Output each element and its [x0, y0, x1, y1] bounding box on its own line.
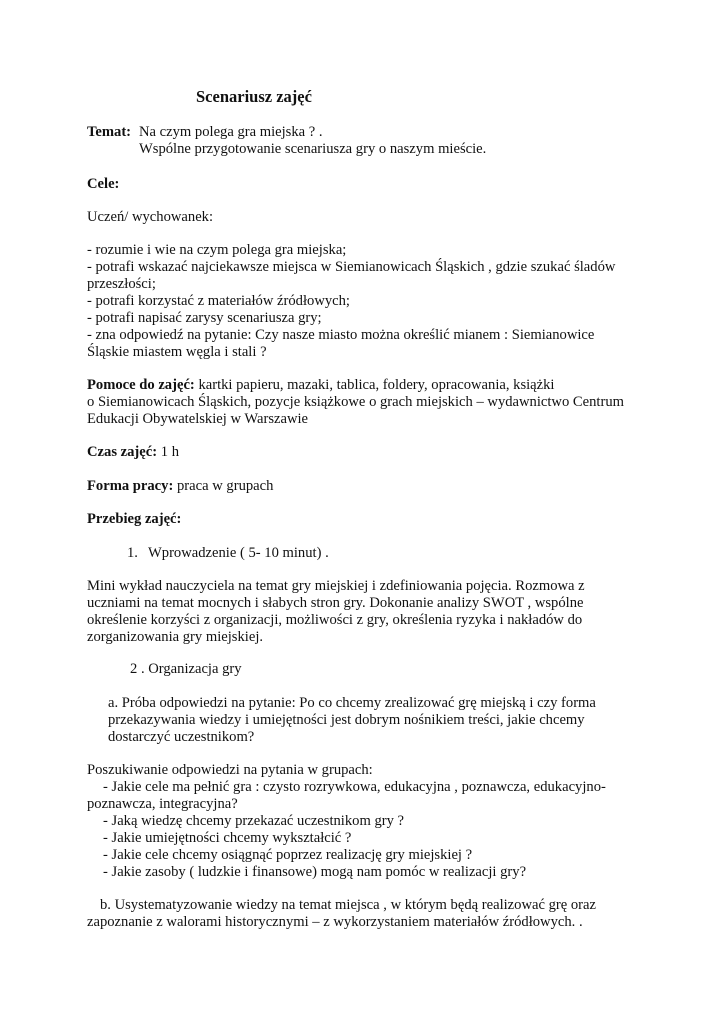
cele-intro: Uczeń/ wychowanek:: [87, 209, 214, 225]
cele-line: - zna odpowiedź na pytanie: Czy nasze miasto można określić mianem : Siemianowice: [87, 327, 595, 343]
pomoce-text: kartki papieru, mazaki, tablica, foldery, opracowania, książki: [198, 377, 555, 393]
cele-line: - potrafi napisać zarysy scenariusza gry;: [87, 310, 322, 326]
question-line: - Jaką wiedzę chcemy przekazać uczestnikom gry ?: [103, 813, 405, 829]
pomoce-first-line: [87, 378, 554, 393]
item-a-line: dostarczyć uczestnikom?: [108, 729, 255, 745]
paragraph-line: uczniami na temat mocnych i słabych stron gry. Dokonanie analizy SWOT , wspólne: [87, 595, 584, 611]
question-line: poznawcza, integracyjna?: [87, 796, 238, 812]
czas-line: [87, 445, 179, 460]
cele-line: - rozumie i wie na czym polega gra miejska;: [87, 242, 347, 258]
paragraph-line: Mini wykład nauczyciela na temat gry miejskiej i zdefiniowania pojęcia. Rozmowa z: [87, 578, 585, 594]
question-line: - Jakie cele chcemy osiągnąć poprzez realizację gry miejskiej ?: [103, 847, 473, 863]
step-1-number: 1.: [127, 545, 138, 561]
cele-line: - potrafi korzystać z materiałów źródłowych;: [87, 293, 350, 309]
pomoce-line: o Siemianowicach Śląskich, pozycje książkowe o grach miejskich – wydawnictwo Centrum: [87, 394, 624, 410]
przebieg-label: Przebieg zajęć:: [87, 511, 182, 527]
item-a-line: a. Próba odpowiedzi na pytanie: Po co chcemy zrealizować grę miejską i czy forma: [108, 695, 596, 711]
cele-line: - potrafi wskazać najciekawsze miejsca w Siemianowicach Śląskich , gdzie szukać śladów: [87, 259, 616, 275]
paragraph-line: zorganizowania gry miejskiej.: [87, 629, 264, 645]
page-title: Scenariusz zajęć: [196, 87, 312, 106]
question-line: - Jakie umiejętności chcemy wykształcić ?: [103, 830, 352, 846]
item-a-line: przekazywania wiedzy i umiejętności jest dobrym nośnikiem treści, jakie chcemy: [108, 712, 585, 728]
czas-label: Czas zajęć:: [87, 444, 158, 460]
temat-label: Temat:: [87, 124, 132, 140]
cele-line: przeszłości;: [87, 276, 156, 292]
pomoce-line: Edukacji Obywatelskiej w Warszawie: [87, 411, 309, 427]
cele-line: Śląskie miastem węgla i stali ?: [87, 344, 267, 360]
cele-label: Cele:: [87, 176, 120, 192]
czas-value: 1 h: [160, 444, 179, 460]
forma-value: praca w grupach: [176, 478, 274, 494]
step-1-text: Wprowadzenie ( 5- 10 minut) .: [148, 545, 329, 561]
paragraph-line: określenie korzyści z organizacji, możliwości z gry, określenia ryzyka i nakładów do: [87, 612, 583, 628]
temat-line-2: Wspólne przygotowanie scenariusza gry o naszym mieście.: [139, 141, 487, 157]
question-line: - Jakie zasoby ( ludzkie i finansowe) mogą nam pomóc w realizacji gry?: [103, 864, 527, 880]
step-2-heading: 2 . Organizacja gry: [130, 661, 242, 677]
forma-label: Forma pracy:: [87, 478, 174, 494]
forma-line: [87, 479, 273, 494]
pomoce-label: Pomoce do zajęć:: [87, 377, 195, 393]
temat-line-1: Na czym polega gra miejska ? .: [139, 124, 323, 140]
item-b-line: zapoznanie z walorami historycznymi – z wykorzystaniem materiałów źródłowych. .: [87, 914, 583, 930]
item-b-line: b. Usystematyzowanie wiedzy na temat miejsca , w którym będą realizować grę oraz: [100, 897, 596, 913]
question-line: - Jakie cele ma pełnić gra : czysto rozrywkowa, edukacyjna , poznawcza, edukacyjno-: [103, 779, 606, 795]
poszukiwanie-intro: Poszukiwanie odpowiedzi na pytania w grupach:: [87, 762, 373, 778]
